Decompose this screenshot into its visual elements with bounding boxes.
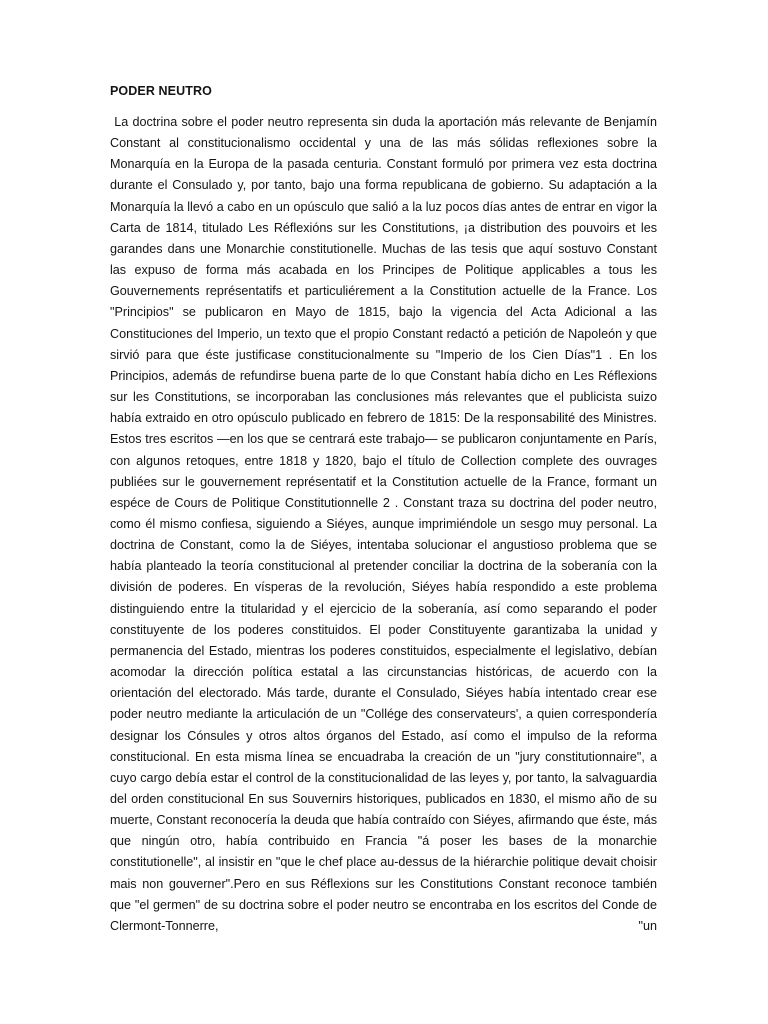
document-content bbox=[110, 83, 661, 937]
document-title: PODER NEUTRO bbox=[110, 84, 212, 98]
document-body-paragraph: La doctrina sobre el poder neutro representa sin duda la aportación más relevante de Benjamín Constant al constitucionalismo occidental y una de las más sólidas reflexiones sobre la Monarquía en la Europa de la pasada centuria. Constant formuló por primera vez esta doctrina durante el Consulado y, por tanto, bajo una forma republicana de gobierno. Su adaptación a la Monarquía la llevó a cabo en un opúsculo que salió a la luz pocos días antes de entrar en vigor la Carta de 1814, titulado Les Réflexións sur les Constitutions, ¡a distribution des pouvoirs et les garandes dans une Monarchie constitutionelle. Muchas de las tesis que aquí sostuvo Constant las expuso de forma más acabada en los Principes de Politique applicables a tous les Gouvernements représentatifs et particuliérement a la Constitution actuelle de la France. Los "Principios" se publicaron en Mayo de 1815, bajo la vigencia del Acta Adicional a las Constituciones del Imperio, un texto que el propio Constant redactó a petición de Napoleón y que sirvió para que éste justificase constitucionalmente su "Imperio de los Cien Días"1 . En los Principios, además de refundirse buena parte de lo que Constant había dicho en Les Réflexions sur les Constitutions, se incorporaban las conclusiones más relevantes que el publicista suizo había extraido en otro opúsculo publicado en febrero de 1815: De la responsabilité des Ministres. Estos tres escritos —en los que se centrará este trabajo— se publicaron conjuntamente en París, con algunos retoques, entre 1818 y 1820, bajo el título de Collection complete des ouvrages publiées sur le gouvernement représentatif et la Constitution actuelle de la France, formant un espéce de Cours de Politique Constitutionnelle 2 . Constant traza su doctrina del poder neutro, como él mismo confiesa, siguiendo a Siéyes, aunque imprimiéndole un sesgo muy personal. La doctrina de Constant, como la de Siéyes, intentaba solucionar el angustioso problema que se había planteado la teoría constitucional al pretender conciliar la doctrina de la soberanía con la división de poderes. En vísperas de la revolución, Siéyes había respondido a este problema distinguiendo entre la titularidad y el ejercicio de la soberanía, así como separando el poder constituyente de los poderes constituidos. El poder Constituyente garantizaba la unidad y permanencia del Estado, mientras los poderes constituidos, especialmente el legislativo, debían acomodar la dirección política estatal a las circunstancias históricas, de acuerdo con la orientación del electorado. Más tarde, durante el Consulado, Siéyes había intentado crear ese poder neutro mediante la articulación de un "Collége des conservateurs', a quien correspondería designar los Cónsules y otros altos órganos del Estado, así como el impulso de la reforma constitucional. En esta misma línea se encuadraba la creación de un "jury constitutionnaire", a cuyo cargo debía estar el control de la constitucionalidad de las leyes y, por tanto, la salvaguardia del orden constitucional En sus Souvernirs historiques, publicados en 1830, el mismo año de su muerte, Constant reconocería la deuda que había contraído con Siéyes, afirmando que éste, más que ningún otro, había contribuido en Francia "á poser les bases de la monarchie constitutionelle", al insistir en "que le chef place au-dessus de la hiérarchie politique devait choisir mais non gouverner".Pero en sus Réflexions sur les Constitutions Constant reconoce también que "el germen" de su doctrina sobre el poder neutro se encontraba en los escritos del Conde de Clermont-Tonnerre, "un bbox=[110, 115, 661, 933]
